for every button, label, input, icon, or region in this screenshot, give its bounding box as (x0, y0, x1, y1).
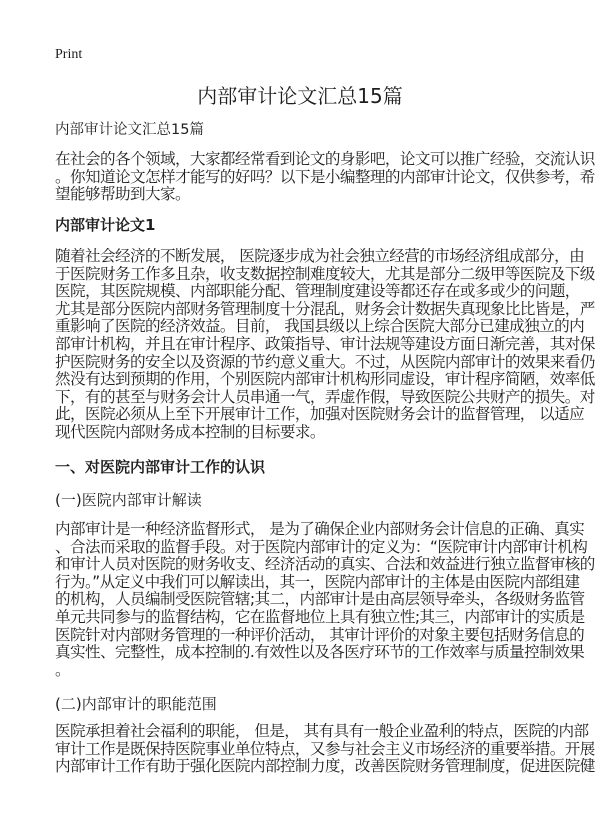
section-heading-2: 一、对医院内部审计工作的认识 (55, 458, 266, 476)
text-line: 医院，其医院规模、内部职能分配、管理制度建设等都还存在或多或少的问题， (55, 282, 580, 301)
text-line: 单元共同参与的监督结构，它在监督地位上具有独立性;其三，内部审计的实质是 (55, 607, 585, 626)
text-line: 于医院财务工作多且杂，收支数据控制难度较大，尤其是部分二级甲等医院及下级 (55, 264, 595, 283)
text-line: 内部审计工作有助于强化医院内部控制力度，改善医院财务管理制度，促进医院健 (55, 757, 595, 776)
body-paragraph-1 (55, 247, 595, 442)
text-line: 医院针对内部财务管理的一种评价活动， 其审计评价的对象主要包括财务信息的 (55, 625, 585, 644)
text-line: 医院承担着社会福利的职能， 但是， 其有具有一般企业盈利的特点，医院的内部 (55, 722, 589, 740)
print-label: Print (55, 47, 83, 62)
text-line: 部审计机构，并且在审计程序、政策指导、审计法规等建设方面日渐完善，其对保 (55, 334, 595, 353)
text-line: 重影响了医院的经济效益。目前， 我国县级以上综合医院大部分已建成独立的内 (55, 317, 585, 336)
text-line: 审计工作是既保持医院事业单位特点，又参与社会主义市场经济的重要举措。开展 (55, 739, 595, 758)
text-line: 的机构，人员编制受医院管辖;其二，内部审计是由高层领导牵头，各级财务监管 (55, 590, 585, 609)
text-line: 、合法而采取的监督手段。对于医院内部审计的定义为：“医院审计内部审计机构 (55, 537, 588, 556)
text-line: 在社会的各个领域，大家都经常看到论文的身影吧，论文可以推广经验，交流认识 (55, 150, 595, 168)
text-line: 此，医院必须从上至下开展审计工作，加强对医院财务会计的监督管理， 以适应 (55, 405, 585, 424)
page-title: 内部审计论文汇总15篇 (197, 84, 403, 108)
text-line: 行为。”从定义中我们可以解读出，其一，医院内部审计的主体是由医院内部组建 (55, 572, 580, 591)
text-line: 下，有的甚至与财务会计人员串通一气，弄虚作假，导致医院公共财产的损失。对 (55, 387, 595, 406)
text-line: 和审计人员对医院的财务收支、经济活动的真实、合法和效益进行独立监督审核的 (55, 555, 595, 574)
text-line: 现代医院内部财务成本控制的目标要求。 (55, 422, 325, 441)
text-line: 望能够帮助到大家。 (55, 185, 190, 204)
text-line: 。 (55, 660, 70, 679)
subsection-heading-1: (一)医院内部审计解读 (55, 491, 202, 509)
subsection-heading-2: (二)内部审计的职能范围 (55, 695, 217, 713)
text-line: 随着社会经济的不断发展， 医院逐步成为社会独立经营的市场经济组成部分，由 (55, 247, 585, 265)
text-line: 。你知道论文怎样才能写的好吗？以下是小编整理的内部审计论文，仅供参考，希 (55, 167, 595, 186)
text-line: 尤其是部分医院内部财务管理制度十分混乱，财务会计数据失真现象比比皆是，严 (55, 299, 595, 318)
text-line: 然没有达到预期的作用，个别医院内部审计机构形同虚设，审计程序简陋，效率低 (55, 370, 595, 389)
document-subtitle: 内部审计论文汇总15篇 (55, 122, 204, 138)
section-heading-1: 内部审计论文1 (55, 216, 156, 234)
intro-paragraph (55, 150, 595, 204)
text-line: 护医院财务的安全以及资源的节约意义重大。不过，从医院内部审计的效果来看仍 (55, 352, 595, 371)
body-paragraph-2 (55, 520, 595, 679)
text-line: 内部审计是一种经济监督形式， 是为了确保企业内部财务会计信息的正确、真实 (55, 520, 585, 538)
body-paragraph-3 (55, 722, 595, 776)
text-line: 真实性、完整性，成本控制的.有效性以及各医疗环节的工作效率与质量控制效果 (55, 643, 585, 662)
